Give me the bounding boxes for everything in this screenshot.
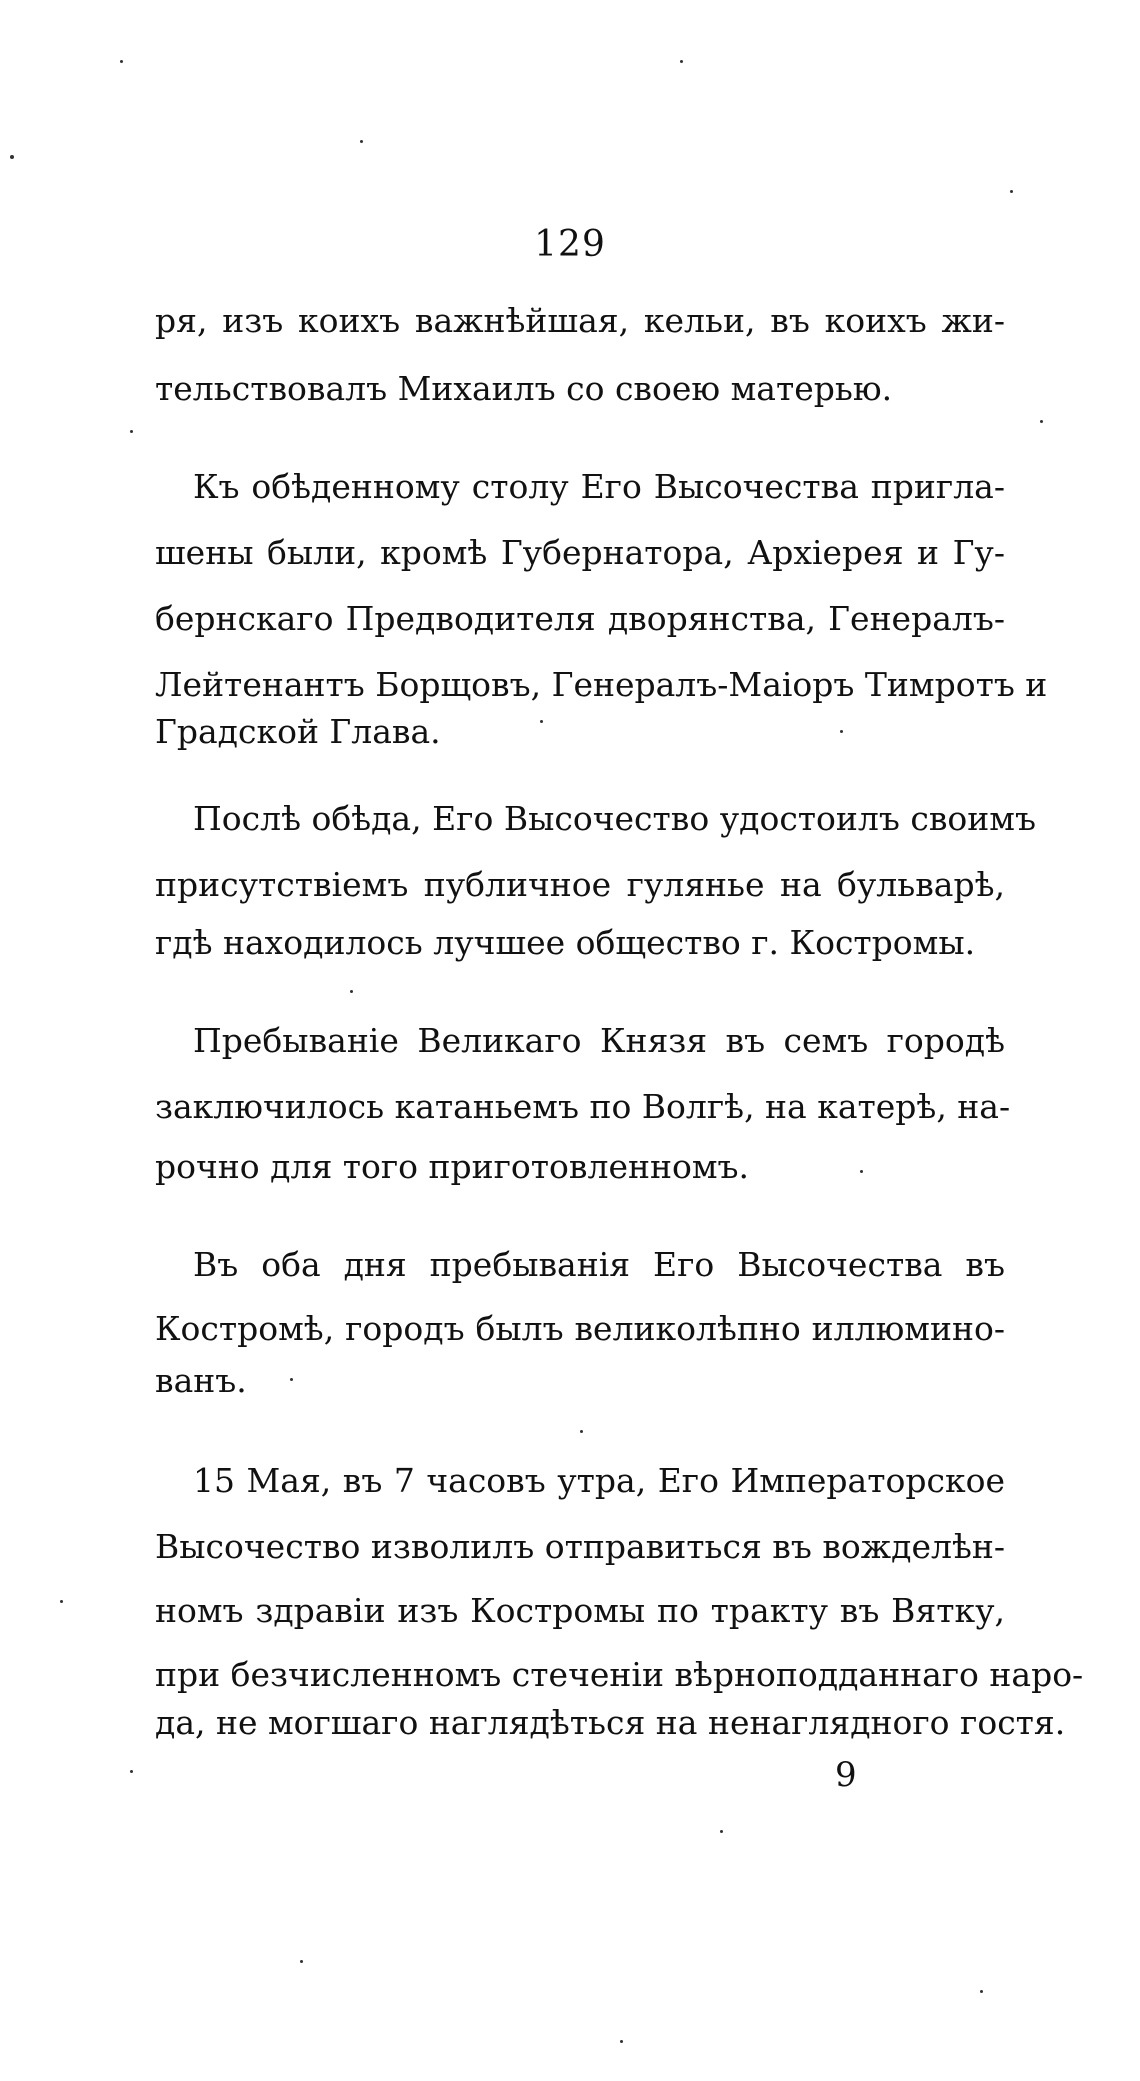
- text-line: ря, изъ коихъ важнѣйшая, кельи, въ коихъ жи-: [155, 301, 1005, 340]
- text-line: номъ здравіи изъ Костромы по тракту въ Вятку,: [155, 1591, 1005, 1630]
- paper-speck: [1010, 190, 1013, 193]
- paper-speck: [10, 155, 14, 159]
- paper-speck: [1040, 420, 1043, 423]
- paper-speck: [130, 430, 133, 433]
- text-line: тельствовалъ Михаилъ со своею матерью.: [155, 369, 893, 408]
- text-line: заключилось катаньемъ по Волгѣ, на катерѣ, на-: [155, 1087, 1011, 1126]
- paper-speck: [300, 1960, 303, 1963]
- text-line: Градской Глава.: [155, 712, 441, 751]
- text-line: Высочество изволилъ отправиться въ вожделѣн-: [155, 1527, 1005, 1566]
- paper-speck: [60, 1600, 63, 1603]
- text-line: гдѣ находилось лучшее общество г. Костромы.: [155, 923, 976, 962]
- text-line: Лейтенантъ Борщовъ, Генералъ-Маіоръ Тимротъ и: [155, 665, 1048, 704]
- text-line: да, не могшаго наглядѣться на ненаглядного гостя.: [155, 1703, 1066, 1742]
- paper-speck: [350, 990, 353, 993]
- paper-speck: [290, 1378, 293, 1381]
- text-line: шены были, кромѣ Губернатора, Архіерея и Гу-: [155, 533, 1005, 572]
- paper-speck: [360, 140, 363, 143]
- paper-speck: [130, 1770, 133, 1773]
- text-line: Послѣ обѣда, Его Высочество удостоилъ своимъ: [193, 799, 1036, 838]
- paper-speck: [980, 1990, 983, 1993]
- paper-speck: [860, 1170, 863, 1173]
- page-number: 129: [534, 224, 606, 265]
- text-line: 15 Мая, въ 7 часовъ утра, Его Императорское: [193, 1461, 1005, 1500]
- text-line: Въ оба дня пребыванія Его Высочества въ: [193, 1245, 1005, 1284]
- paper-speck: [580, 1430, 583, 1433]
- text-line: бернскаго Предводителя дворянства, Генералъ-: [155, 599, 1005, 638]
- paper-speck: [720, 1830, 723, 1833]
- paper-speck: [680, 60, 683, 63]
- text-line: рочно для того приготовленномъ.: [155, 1147, 749, 1186]
- text-line: при безчисленномъ стеченіи вѣрноподданнаго наро-: [155, 1655, 1084, 1694]
- paper-speck: [540, 720, 543, 723]
- text-line: ванъ.: [155, 1361, 247, 1400]
- text-line: присутствіемъ публичное гулянье на бульварѣ,: [155, 865, 1005, 904]
- text-line: Къ обѣденному столу Его Высочества пригла-: [193, 467, 1005, 506]
- text-line: Пребываніе Великаго Князя въ семъ городѣ: [193, 1021, 1005, 1060]
- paper-speck: [840, 730, 843, 733]
- paper-speck: [620, 2040, 623, 2043]
- signature-mark: 9: [835, 1755, 857, 1795]
- text-line: Костромѣ, городъ былъ великолѣпно иллюмино-: [155, 1309, 1005, 1348]
- paper-speck: [120, 60, 123, 63]
